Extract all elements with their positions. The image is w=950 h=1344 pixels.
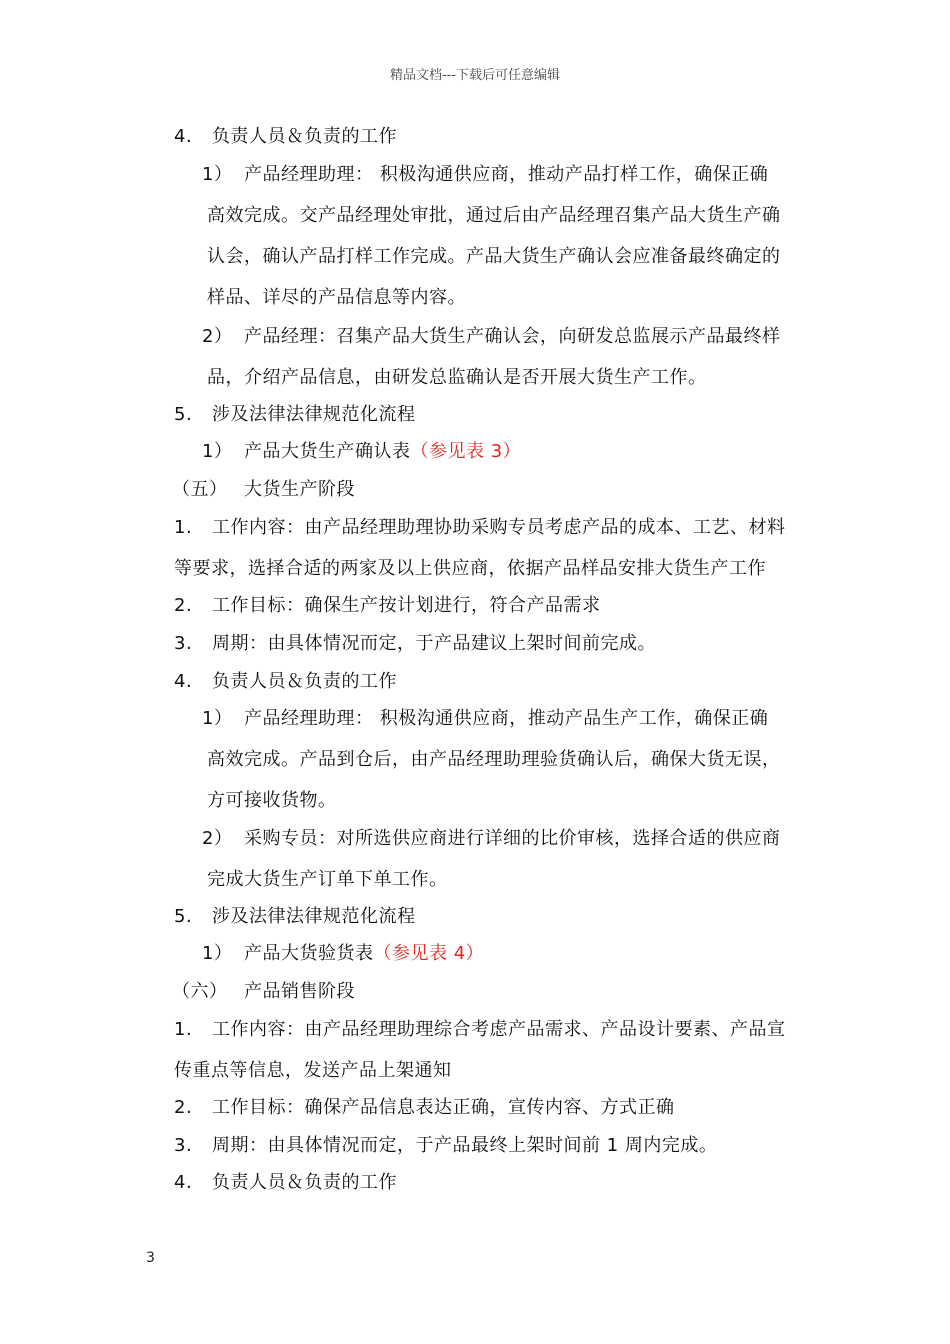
- item-text: 产品大货生产确认表: [244, 441, 411, 462]
- list-item: [202, 708, 768, 730]
- item-number: 4.: [174, 1172, 193, 1193]
- item-number: 2）: [202, 828, 233, 849]
- item-text: 产品经理助理： 积极沟通供应商，推动产品生产工作，确保正确: [244, 708, 769, 729]
- list-item: [174, 1097, 675, 1119]
- item-number: 3.: [174, 633, 193, 654]
- list-item: [174, 404, 416, 426]
- item-text: 周期：由具体情况而定，于产品建议上架时间前完成。: [212, 633, 656, 654]
- item-number: 1.: [174, 517, 193, 538]
- table-reference: （参见表 3）: [410, 441, 522, 462]
- list-item: [202, 164, 768, 186]
- item-text: 采购专员：对所选供应商进行详细的比价审核，选择合适的供应商: [244, 828, 781, 849]
- list-item: [202, 441, 521, 463]
- item-text: 工作目标：确保产品信息表达正确，宣传内容、方式正确: [212, 1097, 675, 1118]
- list-item: [174, 126, 397, 148]
- section-heading: [172, 479, 355, 501]
- page-number: 3: [146, 1250, 155, 1266]
- list-item: [174, 906, 416, 928]
- item-number: 1.: [174, 1019, 193, 1040]
- item-text: 涉及法律法律规范化流程: [212, 906, 416, 927]
- paragraph-line: 样品、详尽的产品信息等内容。: [207, 287, 466, 308]
- paragraph-line: 传重点等信息，发送产品上架通知: [174, 1060, 452, 1081]
- item-text: 工作内容：由产品经理助理协助采购专员考虑产品的成本、工艺、材料: [212, 517, 786, 538]
- list-item: [174, 671, 397, 693]
- paragraph-line: 认会，确认产品打样工作完成。产品大货生产确认会应准备最终确定的: [207, 246, 781, 267]
- item-text: 工作目标：确保生产按计划进行，符合产品需求: [212, 595, 601, 616]
- item-number: 1）: [202, 164, 233, 185]
- list-item: [202, 943, 484, 965]
- paragraph-line: 方可接收货物。: [207, 790, 337, 811]
- list-item: [202, 326, 781, 348]
- table-reference: （参见表 4）: [373, 943, 485, 964]
- list-item: [174, 633, 656, 655]
- item-text: 负责人员＆负责的工作: [212, 1172, 397, 1193]
- item-number: 5.: [174, 404, 193, 425]
- paragraph-line: 等要求，选择合适的两家及以上供应商，依据产品样品安排大货生产工作: [174, 558, 766, 579]
- item-text: 产品大货验货表: [244, 943, 374, 964]
- item-number: 2）: [202, 326, 233, 347]
- item-text: 周期：由具体情况而定，于产品最终上架时间前 1 周内完成。: [212, 1135, 718, 1156]
- list-item: [174, 1019, 786, 1041]
- item-number: 4.: [174, 126, 193, 147]
- item-number: 2.: [174, 1097, 193, 1118]
- paragraph-line: 品，介绍产品信息，由研发总监确认是否开展大货生产工作。: [207, 367, 707, 388]
- item-number: 5.: [174, 906, 193, 927]
- section-heading: [172, 981, 355, 1003]
- item-text: 产品经理：召集产品大货生产确认会，向研发总监展示产品最终样: [244, 326, 781, 347]
- item-number: 3.: [174, 1135, 193, 1156]
- list-item: [202, 828, 781, 850]
- item-number: 2.: [174, 595, 193, 616]
- item-text: 负责人员＆负责的工作: [212, 671, 397, 692]
- list-item: [174, 1172, 397, 1194]
- item-number: 1）: [202, 943, 233, 964]
- section-title: 大货生产阶段: [244, 479, 355, 500]
- list-item: [174, 517, 786, 539]
- section-number: （六）: [172, 981, 228, 1002]
- item-text: 负责人员＆负责的工作: [212, 126, 397, 147]
- paragraph-line: 完成大货生产订单下单工作。: [207, 869, 448, 890]
- list-item: [174, 595, 601, 617]
- item-text: 涉及法律法律规范化流程: [212, 404, 416, 425]
- item-number: 1）: [202, 441, 233, 462]
- item-text: 产品经理助理： 积极沟通供应商，推动产品打样工作，确保正确: [244, 164, 769, 185]
- item-number: 4.: [174, 671, 193, 692]
- section-number: （五）: [172, 479, 228, 500]
- paragraph-line: 高效完成。产品到仓后，由产品经理助理验货确认后，确保大货无误，: [207, 749, 781, 770]
- paragraph-line: 高效完成。交产品经理处审批，通过后由产品经理召集产品大货生产确: [207, 205, 781, 226]
- page-header: 精品文档---下载后可任意编辑: [389, 68, 561, 83]
- section-title: 产品销售阶段: [244, 981, 355, 1002]
- list-item: [174, 1135, 717, 1157]
- item-text: 工作内容：由产品经理助理综合考虑产品需求、产品设计要素、产品宣: [212, 1019, 786, 1040]
- item-number: 1）: [202, 708, 233, 729]
